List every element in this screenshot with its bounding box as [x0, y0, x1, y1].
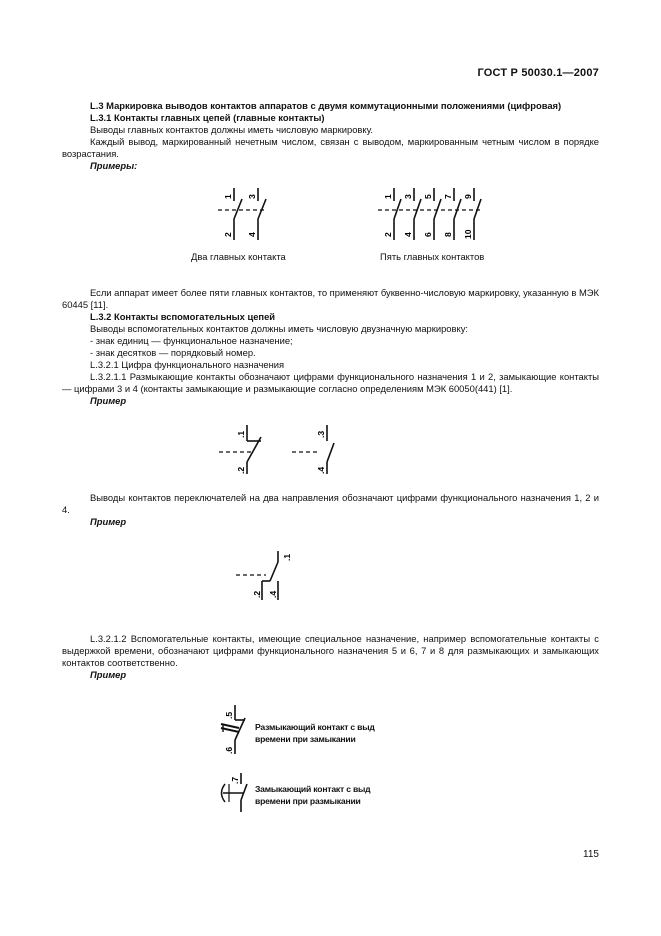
paragraph-nc-no-contacts: L.3.2.1.1 Размыкающие контакты обозначают цифрами функционального назначения 1 и 2, замыкающие контакты — цифрами 3 и 4 (контакты замыкающие и размыкающие согласно определениям МЭК 60050(441) [1].: [62, 371, 599, 395]
timed-nc-description-line1: Размыкающий контакт с выд: [255, 722, 375, 732]
examples-label: Примеры:: [90, 160, 138, 171]
label-dot-1: .1: [236, 430, 246, 438]
subsection-title-main-contacts: L.3.1 Контакты главных цепей (главные контакты): [90, 112, 325, 123]
paragraph-aux-two-digit: Выводы вспомогательных контактов должны иметь числовую двузначную маркировку:: [90, 323, 468, 334]
label-dot-1: .1: [282, 553, 292, 561]
label-dot-4: .4: [268, 590, 278, 598]
label-4: 4: [247, 232, 257, 237]
label-dot-7: .7: [230, 776, 240, 784]
label-dot-2: .2: [252, 590, 262, 598]
example-label-1: Пример: [90, 395, 127, 406]
list-item-tens: - знак десятков — порядковый номер.: [90, 347, 256, 358]
label-7: 7: [443, 194, 453, 199]
page-number: 115: [583, 849, 599, 860]
caption-two-main-contacts: Два главных контакта: [191, 251, 286, 262]
label-dot-3: .3: [316, 430, 326, 438]
label-dot-4: .4: [316, 466, 326, 474]
timed-nc-description-line2: времени при замыкании: [255, 734, 356, 744]
figure-two-main-contacts: [210, 185, 280, 245]
figure-changeover-contact: [232, 548, 292, 604]
label-dot-2: .2: [236, 466, 246, 474]
example-label-2: Пример: [90, 516, 127, 527]
figure-five-main-contacts: [372, 185, 492, 245]
figure-aux-nc-contact: [215, 422, 275, 478]
figure-timed-no-contact: [215, 770, 255, 816]
label-3: 3: [247, 194, 257, 199]
paragraph-special-aux: L.3.2.1.2 Вспомогательные контакты, имеющие специальное назначение, например вспомогательные контакты с выдержкой времени, обозначают цифрами функционального назначения 5 и 6, 7 и 8 для размыкающих и замыкающих контактов соответственно.: [62, 633, 599, 669]
paragraph-more-than-five: Если аппарат имеет более пяти главных контактов, то применяют буквенно-числовую маркировку, указанную в МЭК 60445 [11].: [62, 287, 599, 311]
label-dot-6: .6: [224, 746, 234, 754]
caption-five-main-contacts: Пять главных контактов: [380, 251, 485, 262]
paragraph-function-digit: L.3.2.1 Цифра функционального назначения: [90, 359, 285, 370]
paragraph-main-numeric: Выводы главных контактов должны иметь числовую маркировку.: [90, 124, 373, 135]
timed-no-description-line2: времени при размыкании: [255, 796, 361, 806]
label-9: 9: [463, 194, 473, 199]
paragraph-changeover: Выводы контактов переключателей на два направления обозначают цифрами функционального назначения 1, 2 и 4.: [62, 492, 599, 516]
label-dot-5: .5: [224, 711, 234, 719]
label-5: 5: [423, 194, 433, 199]
label-1: 1: [223, 194, 233, 199]
label-10: 10: [463, 229, 473, 239]
figure-timed-nc-contact: [215, 702, 255, 758]
label-1: 1: [383, 194, 393, 199]
label-4: 4: [403, 232, 413, 237]
subsection-title-aux-contacts: L.3.2 Контакты вспомогательных цепей: [90, 311, 276, 322]
timed-no-description-line1: Замыкающий контакт с выд: [255, 784, 371, 794]
example-label-3: Пример: [90, 669, 127, 680]
label-2: 2: [223, 232, 233, 237]
label-2: 2: [383, 232, 393, 237]
label-8: 8: [443, 232, 453, 237]
paragraph-odd-even: Каждый вывод, маркированный нечетным числом, связан с выводом, маркированным четным числом в порядке возрастания.: [62, 136, 599, 160]
label-3: 3: [403, 194, 413, 199]
list-item-units: - знак единиц — функциональное назначение;: [90, 335, 293, 346]
label-6: 6: [423, 232, 433, 237]
section-title: L.3 Маркировка выводов контактов аппаратов с двумя коммутационными положениями (цифровая): [90, 100, 562, 111]
figure-aux-no-contact: [290, 422, 340, 478]
document-header-standard: ГОСТ Р 50030.1—2007: [477, 67, 599, 79]
